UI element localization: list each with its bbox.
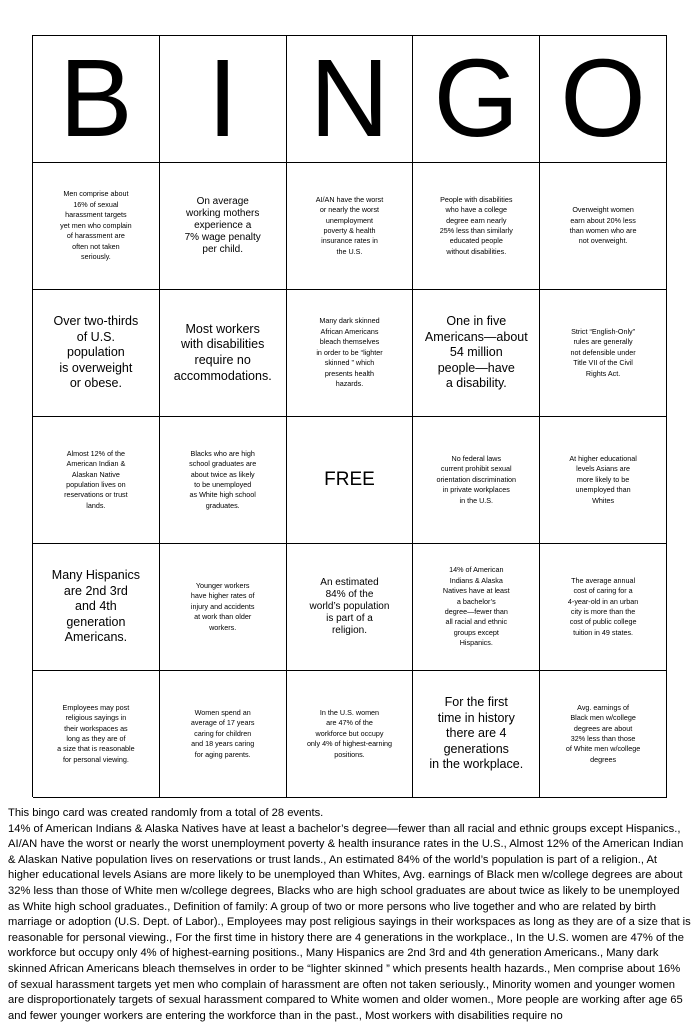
bingo-cell[interactable]: [540, 163, 667, 290]
bingo-cell[interactable]: [287, 290, 414, 417]
bingo-cell[interactable]: [540, 671, 667, 798]
bingo-cell-text: AI/AN have the worst or nearly the worst unemployment poverty & health insurance rates in the U.S.: [315, 194, 384, 256]
bingo-cell-text: Avg. earnings of Black men w/college degrees are about 32% less than those of White men w/college degrees: [565, 702, 641, 764]
bingo-cell[interactable]: [160, 544, 287, 671]
bingo-cell[interactable]: [287, 671, 414, 798]
bingo-cell[interactable]: [33, 290, 160, 417]
bingo-grid: [33, 163, 667, 798]
bingo-cell-text: FREE: [324, 469, 375, 490]
bingo-cell[interactable]: [540, 290, 667, 417]
bingo-cell[interactable]: [33, 163, 160, 290]
bingo-cell-text: Almost 12% of the American Indian & Alaskan Native population lives on reservations or trust lands.: [64, 448, 128, 510]
bingo-cell-text: One in five Americans—about 54 million people—have a disability.: [424, 313, 528, 391]
bingo-cell[interactable]: [33, 417, 160, 544]
bingo-cell-text: On average working mothers experience a 7% wage penalty per child.: [184, 196, 261, 255]
bingo-cell-text: Over two-thirds of U.S. population is overweight or obese.: [53, 313, 139, 391]
bingo-cell[interactable]: [413, 163, 540, 290]
card-footer: [8, 806, 691, 1024]
bingo-cell-text: Younger workers have higher rates of injury and accidents at work than older workers.: [190, 580, 255, 632]
bingo-cell-text: Many Hispanics are 2nd 3rd and 4th generation Americans.: [51, 567, 141, 645]
bingo-cell-text: Women spend an average of 17 years caring for children and 18 years caring for aging parents.: [190, 707, 255, 759]
bingo-cell-text: People with disabilities who have a college degree earn nearly 25% less than similarly educated people without disabilities.: [439, 194, 513, 256]
bingo-row: [33, 417, 667, 544]
bingo-cell[interactable]: [33, 544, 160, 671]
bingo-cell-text: Many dark skinned African Americans bleach themselves in order to be “lighter skinned ” which presents health hazards.: [316, 316, 383, 389]
bingo-cell-text: For the first time in history there are 4 generations in the workplace.: [429, 694, 524, 772]
header-letter-n: N: [287, 36, 414, 163]
bingo-cell[interactable]: [160, 163, 287, 290]
bingo-cell[interactable]: [540, 544, 667, 671]
footer-events-list: 14% of American Indians & Alaska Natives have at least a bachelor’s degree—fewer than all racial and ethnic groups except Hispanics., AI/AN have the worst or nearly the worst unemployment poverty & health insurance rates in the U.S., Almost 12% of the American Indian & Alaskan Native population lives on reservations or trust lands., An estimated 84% of the world’s population is part of a religion., At higher educational levels Asians are more likely to be unemployed than Whites, Avg. earnings of Black men w/college degrees are about 32% less than those of White men w/college degrees, Blacks who are high school graduates are about twice as likely to be unemployed as White high school graduates., Definition of family: A group of two or more persons who live together and who are related by birth marriage or adoption (U.S. Dept. of Labor)., Employees may post religious sayings in their workspaces as long as they are of a size that is reasonable for personal viewing., For the first time in history there are 4 generations in the workplace., In the U.S. women are 47% of the workforce but occupy only 4% of highest-earning positions., Many Hispanics are 2nd 3rd and 4th generation Americans., Many dark skinned African Americans bleach themselves in order to be “lighter skinned ” which presents health hazards., Men comprise about 16% of sexual harassment targets yet men who complain of harassment are often not taken seriously., Minority women and younger women are disproportionately targets of sexual harassment compared to White women and older women., More people are working after age 65 and fewer younger workers are entering the workforce than in the past., Most workers with disabilities require no: [8, 822, 691, 1022]
bingo-cell[interactable]: [413, 544, 540, 671]
header-letter-o: O: [540, 36, 667, 163]
bingo-cell-text: 14% of American Indians & Alaska Natives have at least a bachelor’s degree—fewer than all racial and ethnic groups except Hispanics.: [442, 565, 510, 648]
bingo-cell[interactable]: [160, 671, 287, 798]
bingo-cell-text: Overweight women earn about 20% less than women who are not overweight.: [569, 205, 637, 246]
bingo-row: [33, 163, 667, 290]
bingo-cell[interactable]: [160, 290, 287, 417]
bingo-cell-text: Employees may post religious sayings in their workspaces as long as they are of a size that is reasonable for personal viewing.: [57, 702, 135, 764]
bingo-card: [32, 35, 667, 797]
bingo-cell[interactable]: [160, 417, 287, 544]
bingo-cell[interactable]: [413, 290, 540, 417]
bingo-cell-text: At higher educational levels Asians are more likely to be unemployed than Whites: [569, 453, 637, 505]
header-letter-b: B: [33, 36, 160, 163]
bingo-row: [33, 544, 667, 671]
bingo-cell[interactable]: [540, 417, 667, 544]
footer-intro: This bingo card was created randomly from a total of 28 events.: [8, 807, 324, 819]
bingo-cell[interactable]: [287, 163, 414, 290]
header-letter-g: G: [413, 36, 540, 163]
bingo-cell[interactable]: [413, 671, 540, 798]
bingo-cell-text: No federal laws current prohibit sexual orientation discrimination in private workplaces in the U.S.: [436, 453, 517, 505]
bingo-row: [33, 671, 667, 798]
bingo-cell[interactable]: [413, 417, 540, 544]
bingo-cell-text: Most workers with disabilities require no accommodations.: [173, 321, 272, 383]
bingo-cell-text: Men comprise about 16% of sexual harassment targets yet men who complain of harassment are often not taken seriously.: [60, 189, 132, 262]
bingo-cell-text: An estimated 84% of the world’s population is part of a religion.: [309, 577, 390, 636]
bingo-cell-text: Strict “English-Only” rules are generally not defensible under Title VII of the Civil Rights Act.: [570, 326, 636, 378]
header-letter-i: I: [160, 36, 287, 163]
free-space[interactable]: [287, 417, 414, 544]
header-row: [33, 36, 667, 163]
bingo-cell-text: In the U.S. women are 47% of the workforce but occupy only 4% of highest-earning positions.: [306, 707, 393, 759]
bingo-cell[interactable]: [33, 671, 160, 798]
bingo-row: [33, 290, 667, 417]
bingo-cell[interactable]: [287, 544, 414, 671]
bingo-cell-text: The average annual cost of caring for a 4-year-old in an urban city is more than the cost of public college tuition in 49 states.: [567, 575, 639, 637]
bingo-cell-text: Blacks who are high school graduates are about twice as likely to be unemployed as White high school graduates.: [189, 448, 257, 510]
